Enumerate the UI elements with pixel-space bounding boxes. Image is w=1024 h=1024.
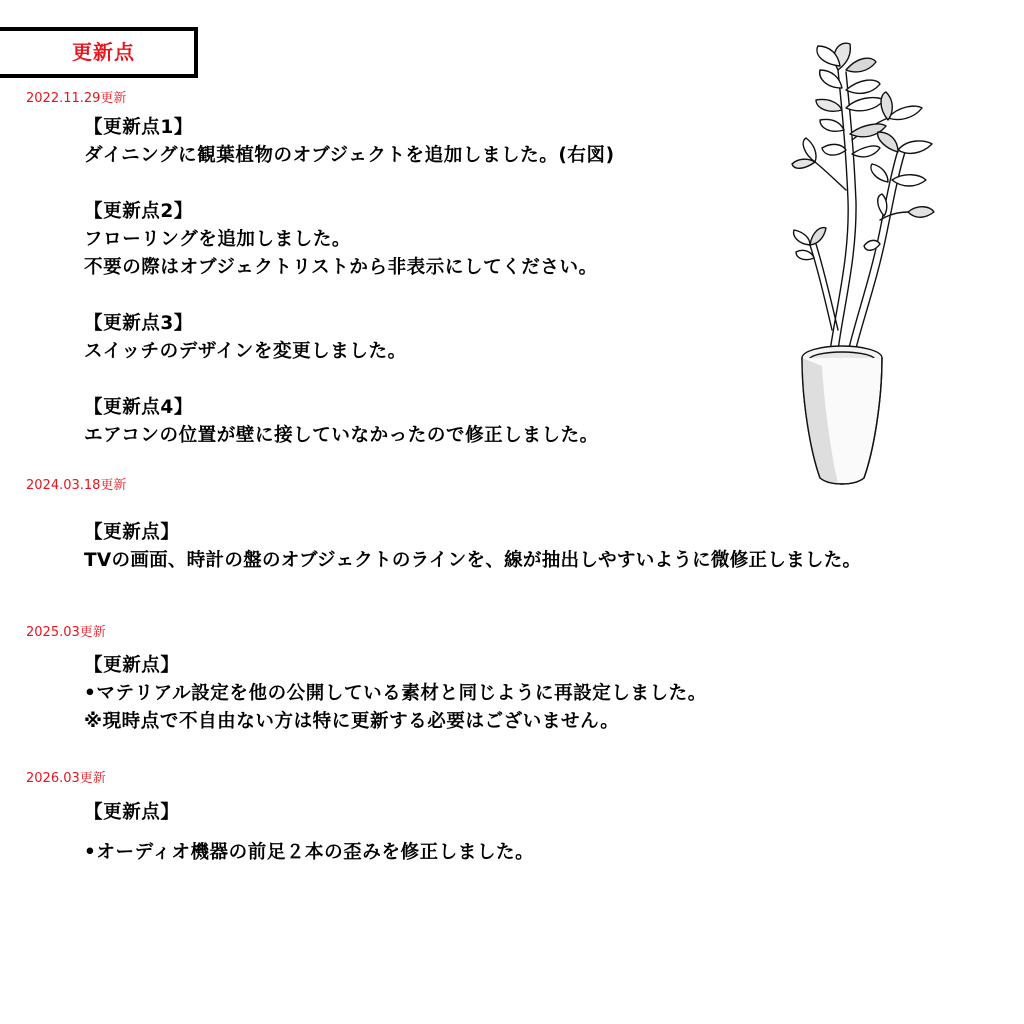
update-heading: 【更新点2】 — [84, 201, 193, 222]
update-text: ※現時点で不自由ない方は特に更新する必要はございません。 — [84, 711, 620, 732]
update-text: •オーディオ機器の前足２本の歪みを修正しました。 — [84, 842, 535, 863]
update-heading: 【更新点】 — [84, 802, 180, 823]
update-text: TVの画面、時計の盤のオブジェクトのラインを、線が抽出しやすいように微修正しました。 — [84, 550, 862, 571]
update-heading: 【更新点3】 — [84, 313, 193, 334]
update-heading: 【更新点1】 — [84, 117, 193, 138]
page-title: 更新点 — [72, 40, 135, 64]
update-heading: 【更新点】 — [84, 655, 180, 676]
update-text: スイッチのデザインを変更しました。 — [84, 341, 407, 362]
update-text: 不要の際はオブジェクトリストから非表示にしてください。 — [84, 257, 598, 278]
update-heading: 【更新点】 — [84, 522, 180, 543]
potted-plant-illustration — [780, 30, 950, 500]
update-text: フローリングを追加しました。 — [84, 229, 352, 250]
update-date: 2024.03.18更新 — [26, 478, 127, 493]
update-text: ダイニングに観葉植物のオブジェクトを追加しました。(右図) — [84, 145, 615, 166]
update-date: 2025.03更新 — [26, 625, 106, 640]
update-text: •マテリアル設定を他の公開している素材と同じように再設定しました。 — [84, 683, 707, 704]
update-date: 2026.03更新 — [26, 771, 106, 786]
update-heading: 【更新点4】 — [84, 397, 193, 418]
update-date: 2022.11.29更新 — [26, 91, 127, 106]
update-text: エアコンの位置が壁に接していなかったので修正しました。 — [84, 425, 599, 446]
